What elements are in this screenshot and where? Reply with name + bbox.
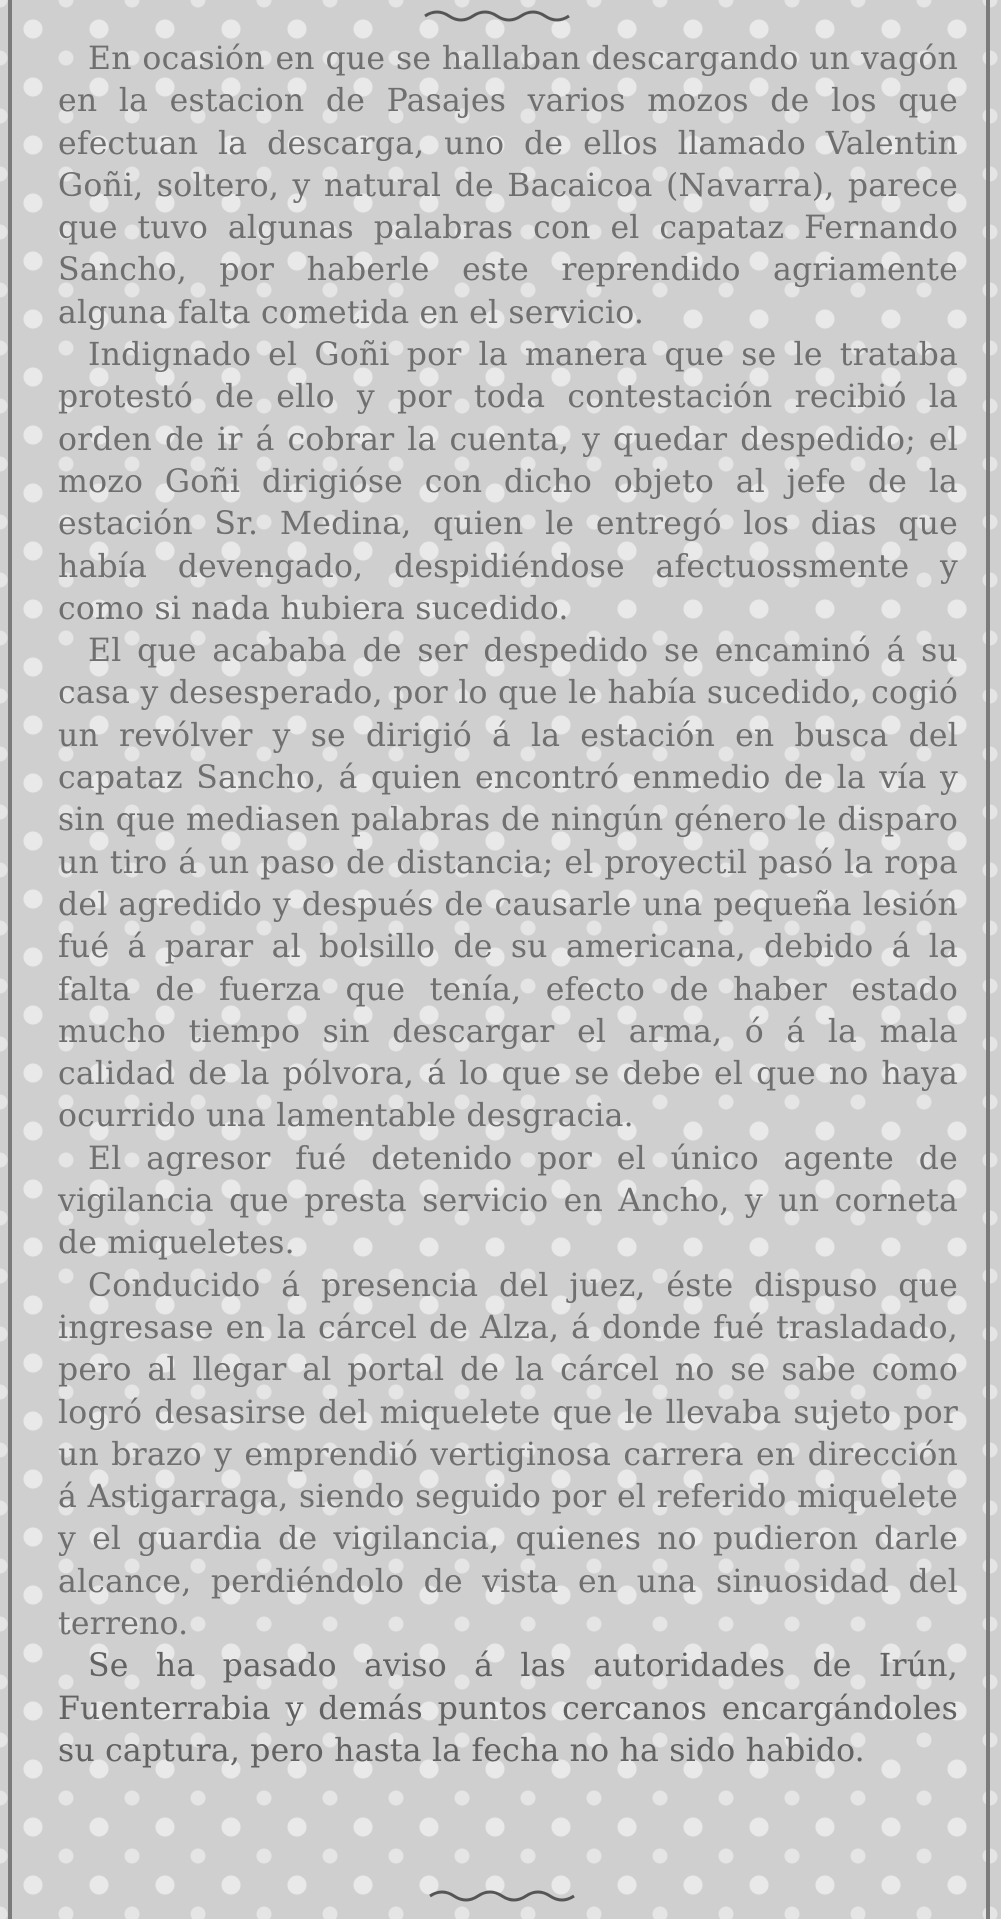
top-ornament-divider	[0, 2, 1001, 30]
article-paragraph: En ocasión en que se hallaban descargando un vagón en la estacion de Pasajes varios mozos de los que efectuan la descarga, uno de ellos llamado Valentin Goñi, soltero, y natural de Bacaicoa (Navarra), parece que tuvo algunas palabras con el capataz Fernando Sancho, por haberle este reprendido agriamente alguna falta cometida en el servicio.	[58, 41, 958, 331]
column-rule-left	[8, 0, 12, 1919]
article-paragraph: Conducido á presencia del juez, éste dispuso que ingresase en la cárcel de Alza, á donde fué trasladado, pero al llegar al portal de la cárcel no se sabe como logró desasirse del miquelete que le llevaba sujeto por un brazo y emprendió vertiginosa carrera en dirección á Astigarraga, siendo seguido por el referido miquelete y el guardia de vigilancia, quienes no pudieron darle alcance, perdiéndolo de vista en una sinuosidad del terreno.	[58, 1267, 958, 1642]
article-paragraph: El agresor fué detenido por el único agente de vigilancia que presta servicio en Ancho, y un corneta de miqueletes.	[58, 1140, 958, 1262]
article-paragraph: Se ha pasado aviso á las autoridades de Irún, Fuenterrabia y demás puntos cercanos encargándoles su captura, pero hasta la fecha no ha sido habido.	[58, 1648, 958, 1769]
column-rule-right	[986, 0, 990, 1919]
bottom-ornament-divider	[0, 1880, 1001, 1908]
article-paragraph: Indignado el Goñi por la manera que se le trataba protestó de ello y por toda contestación recibió la orden de ir á cobrar la cuenta, y quedar despedido; el mozo Goñi dirigióse con dicho objeto al jefe de la estación Sr. Medina, quien le entregó los dias que había devengado, despidiéndose afectuossmente y como si nada hubiera sucedido.	[58, 337, 958, 627]
article-paragraph: El que acababa de ser despedido se encaminó á su casa y desesperado, por lo que le había sucedido, cogió un revólver y se dirigió á la estación en busca del capataz Sancho, á quien encontró enmedio de la vía y sin que mediasen palabras de ningún género le disparo un tiro á un paso de distancia; el proyectil pasó la ropa del agredido y después de causarle una pequeña lesión fué á parar al bolsillo de su americana, debido á la falta de fuerza que tenía, efecto de haber estado mucho tiempo sin descargar el arma, ó á la mala calidad de la pólvora, á lo que se debe el que no haya ocurrido una lamentable desgracia.	[58, 633, 958, 1135]
article-body	[58, 38, 958, 1772]
